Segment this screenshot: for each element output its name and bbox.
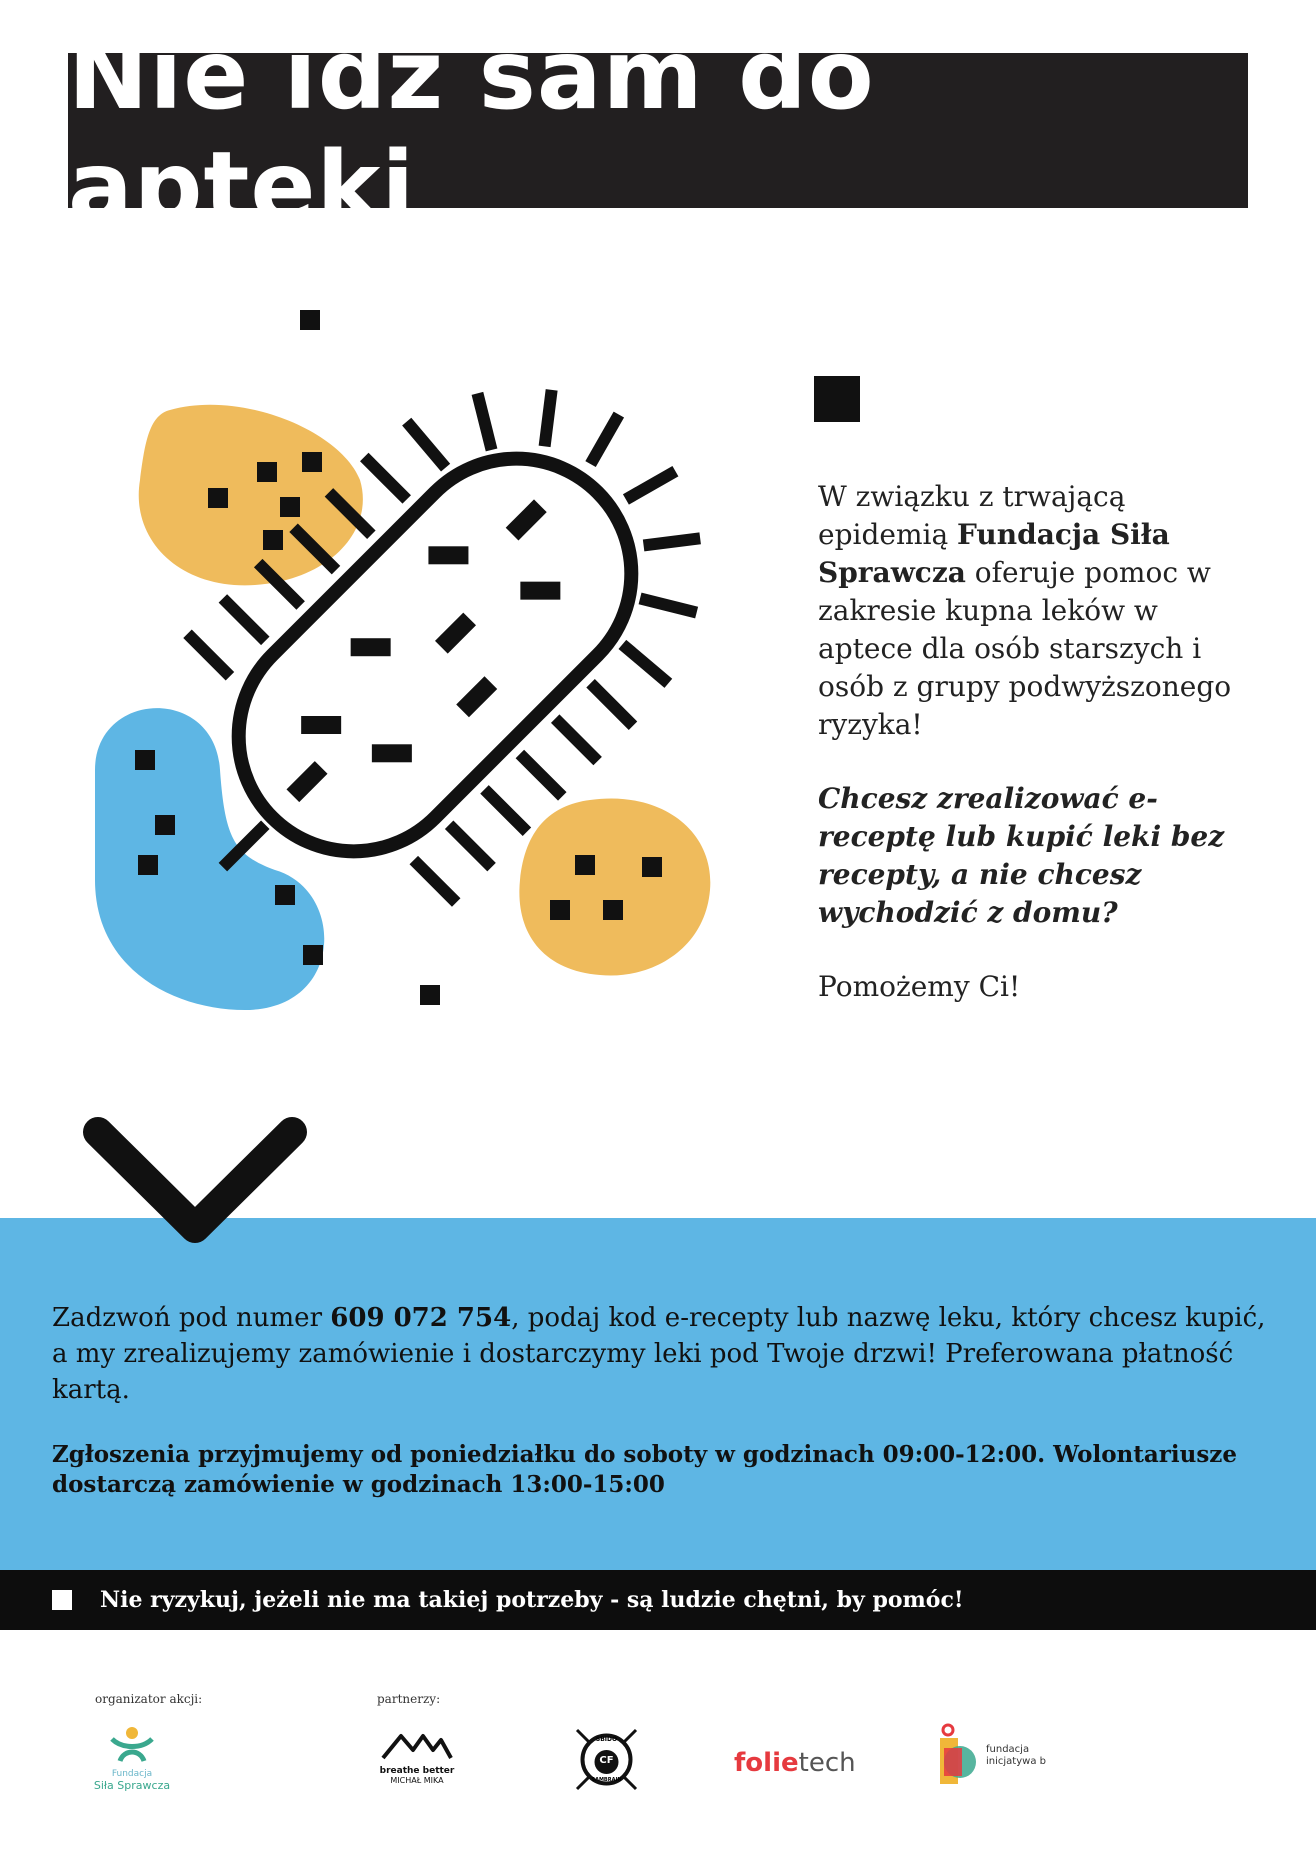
partner2-bottom: SAMBRAIN [591,1777,622,1783]
organizer-logo-line1: Fundacja [111,1769,153,1779]
decor-square [420,985,440,1005]
warning-text: Nie ryzykuj, jeżeli nie ma takiej potrzeby - są ludzie chętni, by pomóc! [100,1587,964,1613]
partner-logo-inicjatywa-b [934,1722,1074,1792]
page-title: Nie idź sam do apteki [68,53,1248,208]
question-text: Chcesz zrealizować e-receptę lub kupić leki bez recepty, a nie chcesz wychodzić z domu? [818,782,1225,929]
decor-square [814,376,860,422]
intro-paragraph [818,478,1248,744]
intro-part1: W związku z trwającą epidemią [818,480,1126,551]
organizer-logo-line2: Siła Sprawcza [93,1779,171,1792]
contact-text [52,1300,1282,1408]
partner3-rest: tech [798,1748,856,1778]
contact-lead: Zadzwoń pod numer [52,1303,331,1333]
partner1-line2: MICHAŁ MIKA [390,1776,444,1785]
partner2-top: SBIDO [595,1736,618,1743]
chevron-down-icon [80,1110,310,1250]
hours-text: Zgłoszenia przyjmujemy od poniedziałku do soboty w godzinach 09:00-12:00. Wolontariusze dostarczą zamówienie w godzinach 13:00-15:00 [52,1441,1238,1498]
organizer-logo [92,1725,172,1800]
intro-part2: oferuje pomoc w zakresie kupna leków w aptece dla osób starszych i osób z grupy podwyższonego ryzyka! [818,556,1232,741]
figure-icon [92,1725,172,1765]
help-text: Pomożemy Ci! [818,970,1021,1003]
partner1-line1: breathe better [379,1766,455,1776]
org-name: Fundacja Siła Sprawcza [818,518,1170,589]
intro-text [818,478,1248,1006]
partners-label: partnerzy: [377,1692,441,1706]
partner4-line1: fundacja [986,1744,1030,1755]
partner-logo-folietech [734,1748,874,1782]
partner3-bold: folie [734,1748,799,1778]
organizer-label: organizator akcji: [95,1692,203,1706]
partner4-line2: inicjatywa b [986,1756,1046,1767]
mountains-icon [379,1730,455,1762]
phone-number: 609 072 754 [330,1303,512,1333]
bacteria-illustration [80,300,720,1020]
partner2-mid: CF [599,1755,614,1766]
orange-blob-bottom [519,798,710,975]
inicjatywa-b-icon [934,1722,984,1788]
contact-rest: , podaj kod e-recepty lub nazwę leku, który chcesz kupić, a my zrealizujemy zamówienie i dostarczymy leki pod Twoje drzwi! Preferowana płatność kartą. [52,1303,1266,1405]
partner-logo-crossfit [569,1722,644,1797]
square-bullet-icon [52,1590,72,1610]
partner-logo-breathe-better [372,1730,462,1790]
decor-square [300,310,320,330]
warning-band [0,1570,1316,1630]
